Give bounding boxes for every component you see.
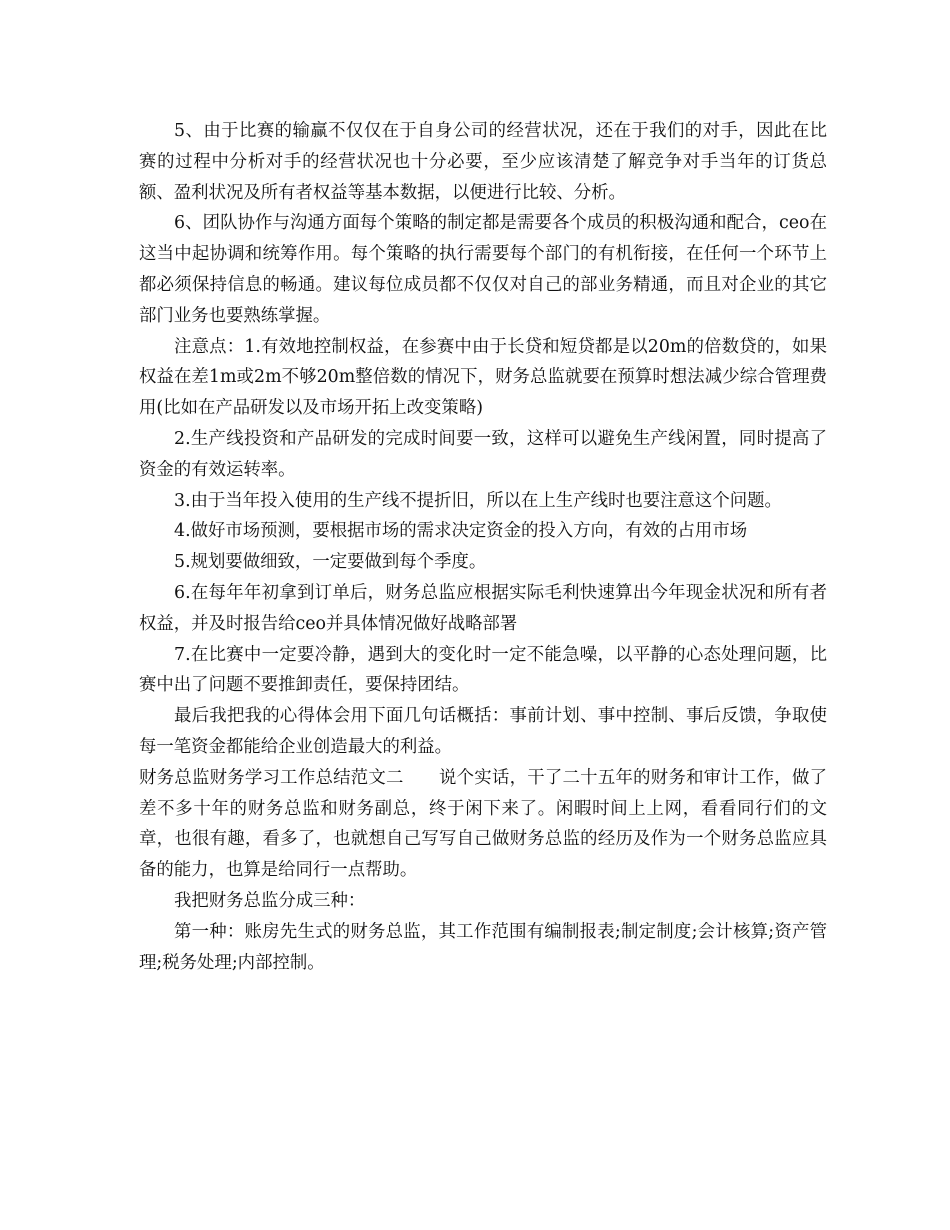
paragraph-point-5-competitor-analysis: 5、由于比赛的输赢不仅仅在于自身公司的经营状况，还在于我们的对手，因此在比赛的过程中分析对手的经营状况也十分必要，至少应该清楚了解竞争对手当年的订货总额、盈利状况及所有者权益等基本数据，以便进行比较、分析。 — [139, 121, 827, 203]
paragraph-point-6-teamwork: 6、团队协作与沟通方面每个策略的制定都是需要各个成员的积极沟通和配合，ceo在这当中起协调和统筹作用。每个策略的执行需要每个部门的有机衔接，在任何一个环节上都必须保持信息的畅通。建议每位成员都不仅仅对自己的部业务精通，而且对企业的其它部门业务也要熟练掌握。 — [139, 213, 827, 326]
paragraph-type-one: 第一种：账房先生式的财务总监，其工作范围有编制报表;制定制度;会计核算;资产管理;税务处理;内部控制。 — [139, 921, 827, 973]
paragraph-section-two-intro: 财务总监财务学习工作总结范文二 说个实话，干了二十五年的财务和审计工作，做了差不多十年的财务总监和财务副总，终于闲下来了。闲暇时间上上网，看看同行们的文章，也很有趣，看多了，也就想自己写写自己做财务总监的经历及作为一个财务总监应具备的能力，也算是给同行一点帮助。 — [139, 767, 827, 881]
paragraph-three-types: 我把财务总监分成三种： — [174, 890, 366, 911]
paragraph-notes-2-production-line: 2.生产线投资和产品研发的完成时间要一致，这样可以避免生产线闲置，同时提高了资金的有效运转率。 — [139, 428, 827, 480]
paragraph-notes-6-orders: 6.在每年年初拿到订单后，财务总监应根据实际毛利快速算出今年现金状况和所有者权益，并及时报告给ceo并具体情况做好战略部署 — [139, 582, 827, 634]
paragraph-notes-7-stay-calm: 7.在比赛中一定要冷静，遇到大的变化时一定不能急噪，以平静的心态处理问题，比赛中出了问题不要推卸责任，要保持团结。 — [139, 644, 827, 696]
document-body — [139, 116, 827, 978]
paragraph-notes-1-equity-control: 注意点：1.有效地控制权益，在参赛中由于长贷和短贷都是以20m的倍数贷的，如果权益在差1m或2m不够20m整倍数的情况下，财务总监就要在预算时想法减少综合管理费用(比如在产品研发以及市场开拓上改变策略) — [139, 336, 827, 419]
paragraph-notes-5-planning: 5.规划要做细致，一定要做到每个季度。 — [174, 552, 487, 573]
paragraph-notes-4-market-forecast: 4.做好市场预测，要根据市场的需求决定资金的投入方向，有效的占用市场 — [174, 521, 748, 542]
paragraph-summary: 最后我把我的心得体会用下面几句话概括：事前计划、事中控制、事后反馈，争取使每一笔资金都能给企业创造最大的利益。 — [139, 706, 827, 757]
paragraph-notes-3-depreciation: 3.由于当年投入使用的生产线不提折旧，所以在上生产线时也要注意这个问题。 — [174, 490, 782, 511]
